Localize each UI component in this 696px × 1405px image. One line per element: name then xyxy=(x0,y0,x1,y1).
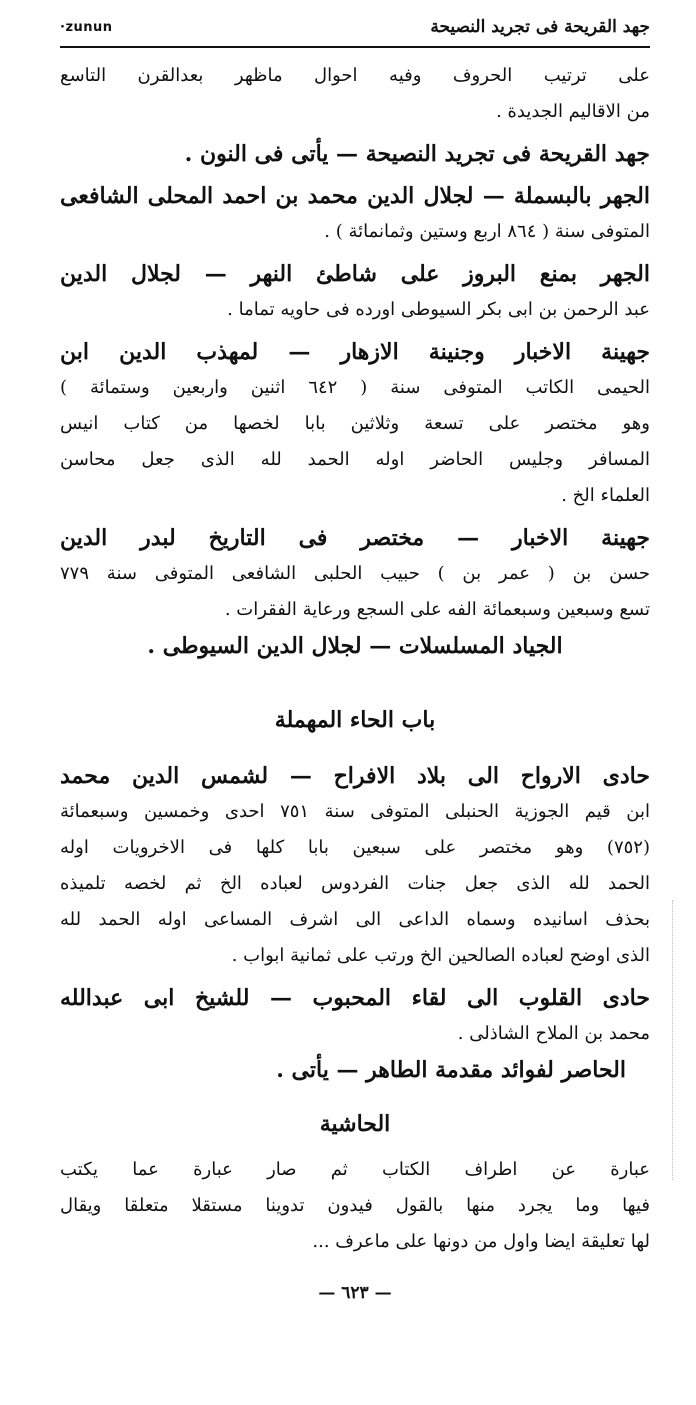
entry xyxy=(60,136,650,172)
entry xyxy=(60,334,650,514)
entry xyxy=(60,58,650,130)
text-line: محمد بن الملاح الشاذلى . xyxy=(457,1023,650,1044)
entry-title-line: حادى الارواح الى بلاد الافراح — لشمس الدين محمد xyxy=(60,763,650,789)
entries-block-one xyxy=(60,58,650,664)
margin-trace xyxy=(672,900,674,1180)
text-line: عبارة عن اطراف الكتاب ثم صار عبارة عما يكتب xyxy=(60,1159,650,1180)
text-line: (٧٥٢) وهو مختصر على سبعين بابا كلها فى الاخرويات اوله xyxy=(60,837,650,858)
text-line: تسع وسبعين وسبعمائة الفه على السجع ورعاية الفقرات . xyxy=(224,599,650,620)
running-title: جهد القريحة فى تجريد النصيحة xyxy=(430,17,650,37)
header-tag: ·zunun xyxy=(60,19,113,35)
text-line: الذى اوضح لعباده الصالحين الخ ورتب على ثمانية ابواب . xyxy=(231,945,650,966)
text-line: بحذف اسانيده وسماه الداعى الى اشرف المساعى اوله الحمد لله xyxy=(60,909,650,930)
section-heading-hashiya: الحاشية xyxy=(319,1111,391,1137)
entries-block-three xyxy=(60,1152,650,1260)
entry-title-line: الحاصر لفوائد مقدمة الطاهر — يأتى . xyxy=(276,1057,626,1083)
text-line: ابن قيم الجوزية الحنبلى المتوفى سنة ٧٥١ احدى وخمسين وسبعمائة xyxy=(60,801,651,822)
page-number: — ٦٢٣ — xyxy=(318,1283,392,1303)
text-line: لها تعليقة ايضا واول من دونها على ماعرف ... xyxy=(312,1231,650,1252)
text-line: فيها وما يجرد منها بالقول فيدون تدوينا مستقلا متعلقا ويقال xyxy=(60,1195,650,1216)
document-body xyxy=(60,58,650,1260)
text-line: الحمد لله الذى جعل جنات الفردوس لعباده الخ ثم لخصه تلميذه xyxy=(60,873,650,894)
entries-block-two xyxy=(60,758,650,1088)
text-line: المتوفى سنة ( ٨٦٤ اربع وستين وثمانمائة ) . xyxy=(324,221,650,242)
section-heading: باب الحاء المهملة xyxy=(274,707,436,733)
entry-title-line: الجهر بمنع البروز على شاطئ النهر — لجلال الدين xyxy=(60,261,650,287)
entry xyxy=(60,1152,650,1260)
document-page xyxy=(60,12,650,1308)
text-line: الحيمى الكاتب المتوفى سنة ( ٦٤٢ اثنين واربعين وستمائة ) xyxy=(60,377,650,398)
entry-title-line: الجياد المسلسلات — لجلال الدين السيوطى . xyxy=(147,633,563,659)
text-line: المسافر وجليس الحاضر اوله الحمد لله الذى جعل محاسن xyxy=(60,449,650,470)
entry xyxy=(60,980,650,1088)
text-line: حسن بن ( عمر بن ) حبيب الحلبى الشافعى المتوفى سنة ٧٧٩ xyxy=(60,563,650,584)
text-line: على ترتيب الحروف وفيه احوال ماظهر بعدالقرن التاسع xyxy=(60,65,650,86)
entry xyxy=(60,758,650,974)
entry xyxy=(60,178,650,250)
entry-title-line: الجهر بالبسملة — لجلال الدين محمد بن احمد المحلى الشافعى xyxy=(60,183,650,209)
text-line: عبد الرحمن بن ابى بكر السيوطى اورده فى حاويه تماما . xyxy=(227,299,650,320)
text-line: من الاقاليم الجديدة . xyxy=(496,101,650,122)
entry-title-line: حادى القلوب الى لقاء المحبوب — للشيخ ابى عبدالله xyxy=(60,985,650,1011)
entry xyxy=(60,256,650,328)
entry-title-line: جهينة الاخبار — مختصر فى التاريخ لبدر الدين xyxy=(60,525,650,551)
entry xyxy=(60,520,650,664)
entry-title-line: جهينة الاخبار وجنينة الازهار — لمهذب الدين ابن xyxy=(60,339,650,365)
page-header xyxy=(60,12,650,42)
entry-title-line: جهد القريحة فى تجريد النصيحة — يأتى فى النون . xyxy=(184,141,650,167)
header-rule xyxy=(60,46,650,48)
text-line: وهو مختصر على تسعة وثلاثين بابا لخصها من كتاب انيس xyxy=(60,413,650,434)
text-line: العلماء الخ . xyxy=(561,485,650,506)
